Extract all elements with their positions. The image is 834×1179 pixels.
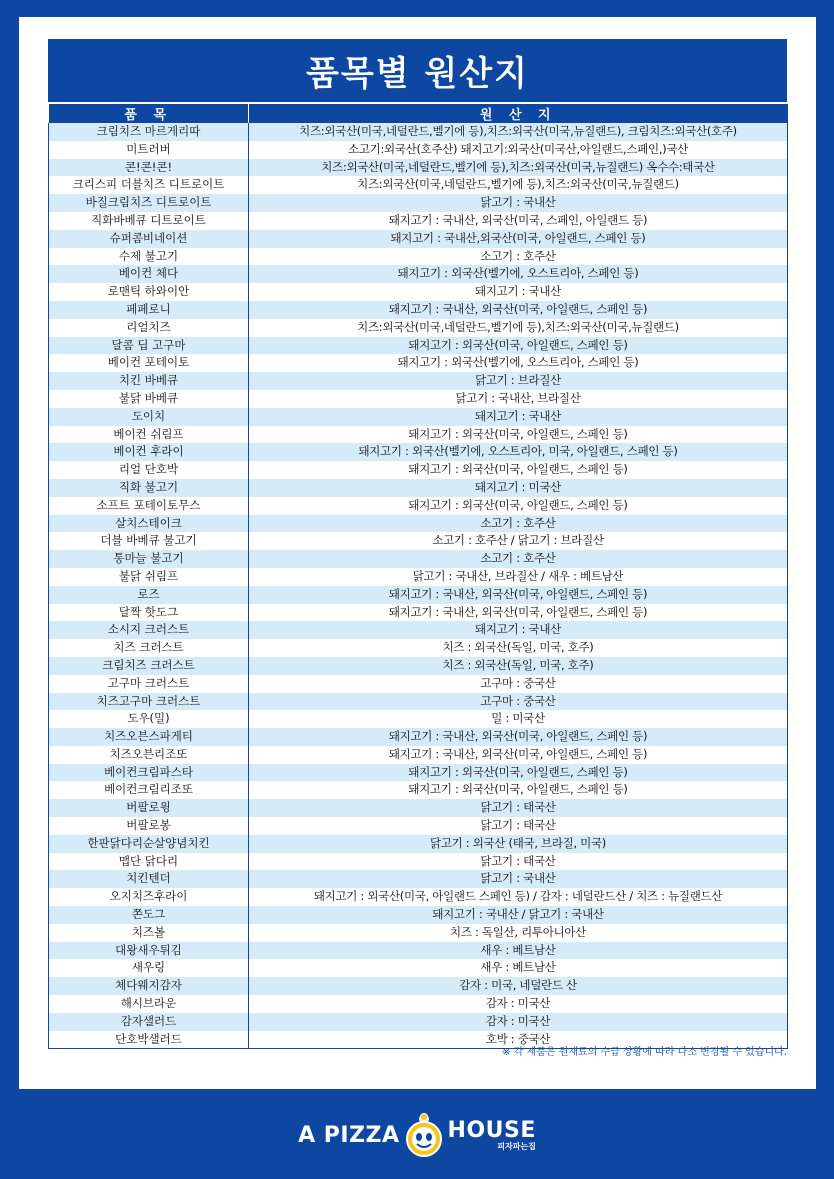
- table-row: [49, 372, 788, 390]
- item-name-cell: 해시브라운: [49, 995, 249, 1013]
- origin-cell: 돼지고기 : 미국산: [249, 479, 788, 497]
- origin-cell: 새우 : 베트남산: [249, 959, 788, 977]
- table-row: [49, 835, 788, 853]
- item-name-cell: 쫀도그: [49, 906, 249, 924]
- item-name-cell: 더블 바베큐 불고기: [49, 532, 249, 550]
- origin-cell: 돼지고기 : 국내산, 외국산(미국, 스페인, 아일랜드 등): [249, 212, 788, 230]
- item-name-cell: 크림치즈 크러스트: [49, 657, 249, 675]
- origin-cell: 소고기 : 호주산: [249, 248, 788, 266]
- table-row: [49, 550, 788, 568]
- item-name-cell: 치즈 크러스트: [49, 639, 249, 657]
- table-row: [49, 159, 788, 177]
- origin-cell: 소고기 : 호주산 / 닭고기 : 브라질산: [249, 532, 788, 550]
- origin-cell: 치즈:외국산(미국,네덜란드,벨기에 등),치즈:외국산(미국,뉴질랜드) 옥수수:태국산: [249, 159, 788, 177]
- table-row: [49, 586, 788, 604]
- table-row: [49, 906, 788, 924]
- table-row: [49, 194, 788, 212]
- table-row: [49, 212, 788, 230]
- logo-house-group: [448, 1118, 536, 1152]
- item-name-cell: 베이컨 체다: [49, 265, 249, 283]
- table-row: [49, 995, 788, 1013]
- origin-cell: 닭고기 : 국내산, 브라질산: [249, 390, 788, 408]
- item-name-cell: 치킨 바베큐: [49, 372, 249, 390]
- item-name-cell: 로맨틱 하와이안: [49, 283, 249, 301]
- origin-cell: 닭고기 : 국내산: [249, 870, 788, 888]
- origin-cell: 닭고기 : 국내산: [249, 194, 788, 212]
- origin-cell: 돼지고기 : 외국산(미국, 아일랜드, 스페인 등): [249, 497, 788, 515]
- item-name-cell: 미트러버: [49, 141, 249, 159]
- page-title: 품목별 원산지: [306, 54, 529, 94]
- item-name-cell: 베이컨 후라이: [49, 443, 249, 461]
- item-name-cell: 소시지 크러스트: [49, 621, 249, 639]
- table-row: [49, 265, 788, 283]
- origin-cell: 고구마 : 중국산: [249, 675, 788, 693]
- table-row: [49, 817, 788, 835]
- item-name-cell: 도우(밀): [49, 710, 249, 728]
- origin-cell: 돼지고기 : 국내산: [249, 283, 788, 301]
- item-name-cell: 로즈: [49, 586, 249, 604]
- item-name-cell: 리얼치즈: [49, 319, 249, 337]
- header-origin: 원 산 지: [249, 104, 788, 123]
- table-row: [49, 853, 788, 871]
- origin-cell: 돼지고기 : 외국산(미국, 아일랜드, 스페인 등): [249, 781, 788, 799]
- table-row: [49, 283, 788, 301]
- origin-cell: 돼지고기 : 외국산(벨기에, 오스트리아, 미국, 아일랜드, 스페인 등): [249, 443, 788, 461]
- item-name-cell: 새우링: [49, 959, 249, 977]
- origin-cell: 치즈 : 외국산(독일, 미국, 호주): [249, 639, 788, 657]
- table-row: [49, 479, 788, 497]
- table-row: [49, 532, 788, 550]
- item-name-cell: 치즈고구마 크러스트: [49, 693, 249, 711]
- item-name-cell: 크리스피 더블치즈 디트로이트: [49, 176, 249, 194]
- table-row: [49, 799, 788, 817]
- item-name-cell: 베이컨 포테이토: [49, 354, 249, 372]
- origin-cell: 돼지고기 : 외국산(미국, 아일랜드, 스페인 등): [249, 426, 788, 444]
- origin-cell: 밀 : 미국산: [249, 710, 788, 728]
- item-name-cell: 페페로니: [49, 301, 249, 319]
- origin-cell: 치즈 : 외국산(독일, 미국, 호주): [249, 657, 788, 675]
- logo-text-right: HOUSE: [447, 1118, 536, 1143]
- item-name-cell: 단호박샐러드: [49, 1031, 249, 1049]
- table-row: [49, 657, 788, 675]
- origin-cell: 돼지고기 : 외국산(벨기에, 오스트리아, 스페인 등): [249, 354, 788, 372]
- origin-cell: 돼지고기 : 국내산, 외국산(미국, 아일랜드, 스페인 등): [249, 604, 788, 622]
- table-row: [49, 693, 788, 711]
- table-row: [49, 870, 788, 888]
- origin-cell: 소고기 : 호주산: [249, 515, 788, 533]
- table-row: [49, 248, 788, 266]
- table-row: [49, 301, 788, 319]
- table-row: [49, 568, 788, 586]
- origin-cell: 돼지고기 : 국내산,외국산(미국, 아일랜드, 스페인 등): [249, 230, 788, 248]
- origin-cell: 감자 : 미국산: [249, 995, 788, 1013]
- item-name-cell: 치즈오븐리조또: [49, 746, 249, 764]
- item-name-cell: 감자샐러드: [49, 1013, 249, 1031]
- origin-cell: 호박 : 중국산: [249, 1031, 788, 1049]
- origin-cell: 닭고기 : 태국산: [249, 799, 788, 817]
- origin-cell: 돼지고기 : 외국산(미국, 아일랜드, 스페인 등): [249, 764, 788, 782]
- origin-cell: 소고기:외국산(호주산) 돼지고기:외국산(미국산,아일랜드,스페인,)국산: [249, 141, 788, 159]
- table-row: [49, 728, 788, 746]
- item-name-cell: 달짝 핫도그: [49, 604, 249, 622]
- footnote: ※ 각 제품은 원재료의 수급 상황에 따라 다소 변경될 수 있습니다.: [502, 1047, 787, 1058]
- origin-cell: 돼지고기 : 국내산, 외국산(미국, 아일랜드, 스페인 등): [249, 746, 788, 764]
- menu-sheet: [19, 17, 816, 1089]
- item-name-cell: 불닭 쉬림프: [49, 568, 249, 586]
- item-name-cell: 직화 불고기: [49, 479, 249, 497]
- logo-subtitle: 피자파는집: [497, 1142, 536, 1151]
- table-row: [49, 426, 788, 444]
- item-name-cell: 도이치: [49, 408, 249, 426]
- table-header-row: [49, 104, 788, 123]
- table-row: [49, 354, 788, 372]
- origin-cell: 돼지고기 : 국내산, 외국산(미국, 아일랜드, 스페인 등): [249, 728, 788, 746]
- chef-mascot-icon: [404, 1111, 444, 1159]
- item-name-cell: 치킨텐더: [49, 870, 249, 888]
- table-row: [49, 230, 788, 248]
- origin-cell: 새우 : 베트남산: [249, 942, 788, 960]
- item-name-cell: 치즈볼: [49, 924, 249, 942]
- origin-cell: 돼지고기 : 국내산, 외국산(미국, 아일랜드, 스페인 등): [249, 586, 788, 604]
- origin-cell: 감자 : 미국, 네덜란드 산: [249, 977, 788, 995]
- origin-cell: 돼지고기 : 외국산(미국, 아일랜드 스페인 등) / 감자 : 네덜란드산 / 치즈 : 뉴질랜드산: [249, 888, 788, 906]
- origin-cell: 돼지고기 : 국내산: [249, 408, 788, 426]
- item-name-cell: 베이컨 쉬림프: [49, 426, 249, 444]
- item-name-cell: 소프트 포테이토무스: [49, 497, 249, 515]
- table-row: [49, 319, 788, 337]
- item-name-cell: 버팔로봉: [49, 817, 249, 835]
- table-row: [49, 1013, 788, 1031]
- item-name-cell: 베이컨크림파스타: [49, 764, 249, 782]
- item-name-cell: 베이컨크림리조또: [49, 781, 249, 799]
- origin-cell: 돼지고기 : 국내산, 외국산(미국, 아일랜드, 스페인 등): [249, 301, 788, 319]
- item-name-cell: 맵단 닭다리: [49, 853, 249, 871]
- origin-cell: 돼지고기 : 외국산(미국, 아일랜드, 스페인 등): [249, 461, 788, 479]
- origin-cell: 닭고기 : 브라질산: [249, 372, 788, 390]
- origin-cell: 치즈:외국산(미국,네덜란드,벨기에 등),치즈:외국산(미국,뉴질랜드), 크림치즈:외국산(호주): [249, 123, 788, 141]
- origin-cell: 치즈:외국산(미국,네덜란드,벨기에 등),치즈:외국산(미국,뉴질랜드): [249, 319, 788, 337]
- table-row: [49, 959, 788, 977]
- table-row: [49, 888, 788, 906]
- item-name-cell: 슈퍼콤비네이션: [49, 230, 249, 248]
- logo-text-left: A PIZZA: [298, 1122, 400, 1148]
- item-name-cell: 대왕새우튀김: [49, 942, 249, 960]
- table-row: [49, 604, 788, 622]
- item-name-cell: 살치스테이크: [49, 515, 249, 533]
- table-row: [49, 710, 788, 728]
- table-row: [49, 675, 788, 693]
- table-row: [49, 461, 788, 479]
- item-name-cell: 콘!콘!콘!: [49, 159, 249, 177]
- item-name-cell: 리얼 단호박: [49, 461, 249, 479]
- item-name-cell: 수제 불고기: [49, 248, 249, 266]
- table-row: [49, 443, 788, 461]
- header-item: 품 목: [49, 104, 249, 123]
- table-row: [49, 639, 788, 657]
- table-row: [49, 764, 788, 782]
- item-name-cell: 오지치즈후라이: [49, 888, 249, 906]
- table-row: [49, 176, 788, 194]
- item-name-cell: 통마늘 불고기: [49, 550, 249, 568]
- table-row: [49, 621, 788, 639]
- origin-cell: 소고기 : 호주산: [249, 550, 788, 568]
- table-row: [49, 781, 788, 799]
- origin-cell: 돼지고기 : 국내산 / 닭고기 : 국내산: [249, 906, 788, 924]
- brand-logo: [0, 1100, 834, 1170]
- item-name-cell: 한판닭다리순살양념치킨: [49, 835, 249, 853]
- origin-cell: 닭고기 : 국내산, 브라질산 / 새우 : 베트남산: [249, 568, 788, 586]
- table-row: [49, 390, 788, 408]
- table-row: [49, 141, 788, 159]
- item-name-cell: 직화바베큐 디트로이트: [49, 212, 249, 230]
- origin-cell: 닭고기 : 태국산: [249, 817, 788, 835]
- origin-cell: 닭고기 : 태국산: [249, 853, 788, 871]
- origin-cell: 돼지고기 : 외국산(벨기에, 오스트리아, 스페인 등): [249, 265, 788, 283]
- table-row: [49, 337, 788, 355]
- table-row: [49, 977, 788, 995]
- table-row: [49, 123, 788, 141]
- item-name-cell: 체다웨지감자: [49, 977, 249, 995]
- item-name-cell: 고구마 크러스트: [49, 675, 249, 693]
- item-name-cell: 치즈오븐스파게티: [49, 728, 249, 746]
- item-name-cell: 버팔로윙: [49, 799, 249, 817]
- origin-cell: 닭고기 : 외국산 (태국, 브라질, 미국): [249, 835, 788, 853]
- origin-table: [48, 104, 788, 1049]
- origin-cell: 돼지고기 : 외국산(미국, 아일랜드, 스페인 등): [249, 337, 788, 355]
- item-name-cell: 바질크림치즈 디트로이트: [49, 194, 249, 212]
- origin-cell: 돼지고기 : 국내산: [249, 621, 788, 639]
- table-row: [49, 515, 788, 533]
- origin-cell: 감자 : 미국산: [249, 1013, 788, 1031]
- table-row: [49, 924, 788, 942]
- origin-cell: 치즈:외국산(미국,네덜란드,벨기에 등),치즈:외국산(미국,뉴질랜드): [249, 176, 788, 194]
- item-name-cell: 크림치즈 마르게리따: [49, 123, 249, 141]
- table-row: [49, 942, 788, 960]
- table-row: [49, 497, 788, 515]
- item-name-cell: 불닭 바베큐: [49, 390, 249, 408]
- table-row: [49, 746, 788, 764]
- origin-cell: 고구마 : 중국산: [249, 693, 788, 711]
- title-bar: [48, 39, 787, 102]
- table-row: [49, 408, 788, 426]
- origin-cell: 치즈 : 독일산, 리투아니아산: [249, 924, 788, 942]
- item-name-cell: 달콤 딥 고구마: [49, 337, 249, 355]
